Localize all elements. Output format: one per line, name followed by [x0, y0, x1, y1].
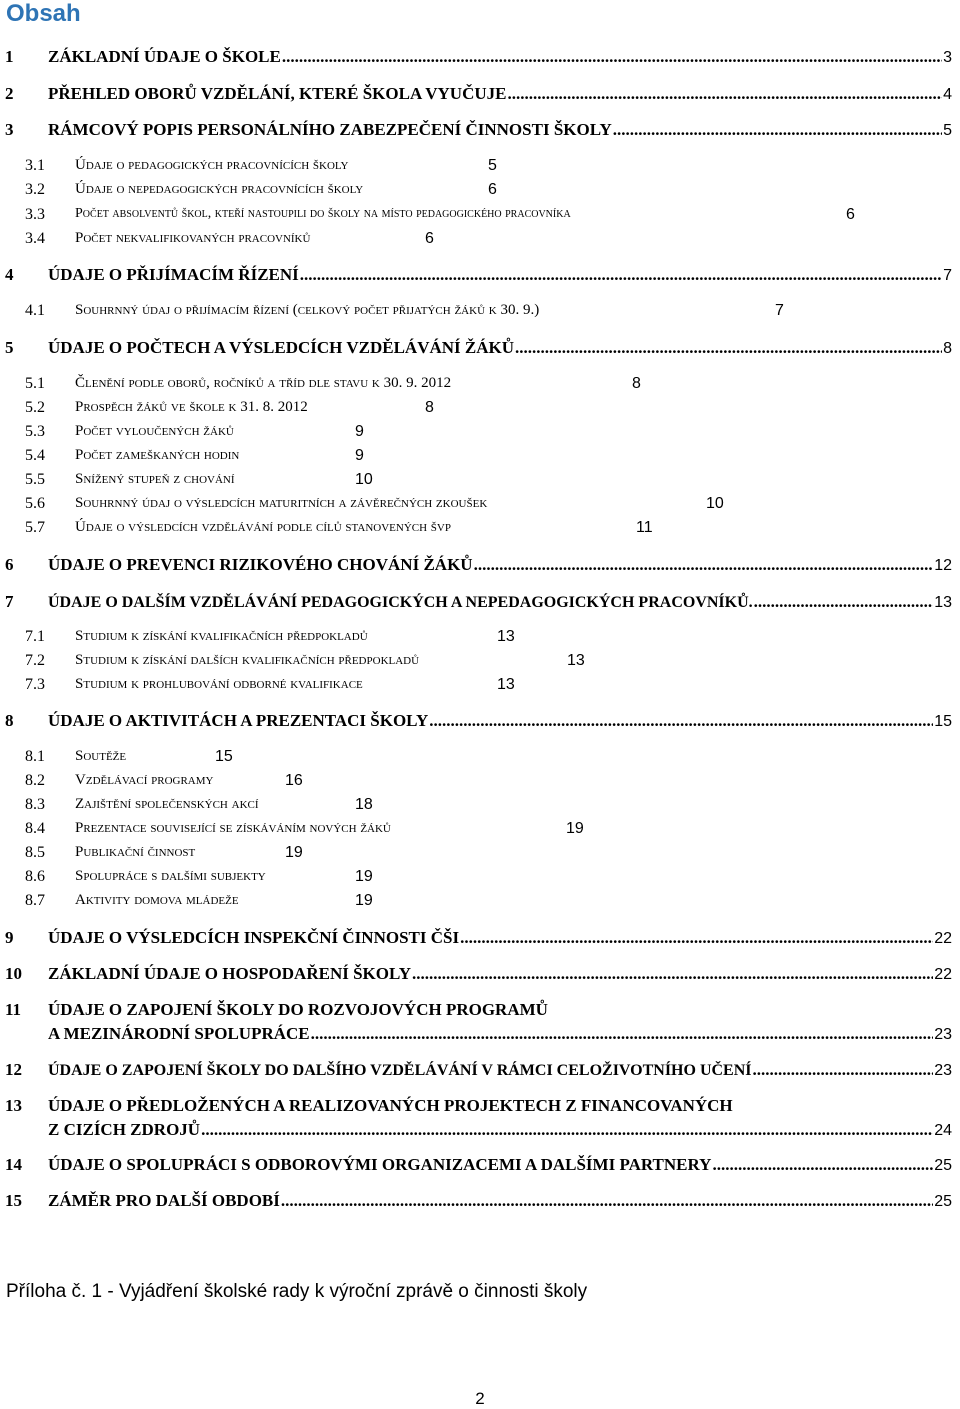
toc-leader [753, 1060, 934, 1080]
toc-number: 3.4 [25, 230, 45, 247]
toc-number: 5.1 [25, 375, 45, 392]
toc-title: členění podle oborů, ročníků a tříd dle stavu k 30. 9. 2012 [75, 375, 452, 391]
toc-title: ZÁMĚR PRO DALŠÍ OBDOBÍ [48, 1191, 280, 1210]
toc-title: ÚDAJE O PŘIJÍMACÍM ŘÍZENÍ [48, 265, 299, 284]
toc-number: 3.1 [25, 157, 45, 174]
toc-page: 6 [846, 206, 855, 223]
toc-number: 9 [5, 928, 14, 947]
toc-leader [474, 555, 934, 575]
toc-page: 4 [943, 86, 952, 103]
toc-title: údaje o nepedagogických pracovnících školy [75, 181, 364, 197]
toc-number: 2 [5, 84, 14, 103]
toc-leader [429, 711, 933, 731]
toc-title: ÚDAJE O AKTIVITÁCH A PREZENTACI ŠKOLY [48, 711, 429, 730]
toc-title: ÚDAJE O POČTECH A VÝSLEDCÍCH VZDĚLÁVÁNÍ ŽÁKŮ [48, 338, 515, 357]
toc-leader [515, 338, 942, 358]
toc-page: 25 [934, 1157, 952, 1174]
toc-number: 4.1 [25, 302, 45, 319]
toc-number: 5.4 [25, 447, 45, 464]
toc-title: ÚDAJE O PŘEDLOŽENÝCH A REALIZOVANÝCH PROJEKTECH Z FINANCOVANÝCH [48, 1096, 733, 1115]
toc-leader [281, 1191, 933, 1211]
toc-number: 3.2 [25, 181, 45, 198]
toc-number: 8.2 [25, 772, 45, 789]
toc-number: 14 [5, 1155, 22, 1174]
toc-entry-15[interactable] [0, 1191, 960, 1215]
toc-leader [282, 47, 942, 67]
toc-page: 22 [934, 930, 952, 947]
toc-entry-8[interactable] [0, 711, 960, 735]
toc-page: 8 [632, 375, 641, 392]
toc-title: zajištění společenských akcí [75, 796, 259, 812]
toc-page: 6 [488, 181, 497, 198]
toc-title-continued: A MEZINÁRODNÍ SPOLUPRÁCE [48, 1024, 310, 1043]
toc-page: 23 [934, 1062, 952, 1079]
toc-leader [507, 84, 942, 104]
toc-page: 19 [355, 868, 373, 885]
toc-number: 7.2 [25, 652, 45, 669]
toc-page: 19 [355, 892, 373, 909]
toc-page: 19 [285, 844, 303, 861]
toc-entry-7[interactable] [0, 592, 960, 616]
toc-page: 8 [425, 399, 434, 416]
toc-title: RÁMCOVÝ POPIS PERSONÁLNÍHO ZABEZPEČENÍ ČINNOSTI ŠKOLY [48, 120, 612, 139]
toc-page: 23 [934, 1026, 952, 1043]
toc-title: prezentace související se získáváním nových žáků [75, 820, 391, 836]
toc-title: počet absolventů škol, kteří nastoupili do školy na místo pedagogického pracovníka [75, 206, 571, 221]
toc-page: 24 [934, 1122, 952, 1139]
toc-title: spolupráce s dalšími subjekty [75, 868, 266, 884]
toc-page: 9 [355, 423, 364, 440]
toc-title: ÚDAJE O PREVENCI RIZIKOVÉHO CHOVÁNÍ ŽÁKŮ [48, 555, 473, 574]
toc-number: 8.6 [25, 868, 45, 885]
toc-title: počet zameškaných hodin [75, 447, 240, 463]
toc-number: 13 [5, 1096, 22, 1115]
toc-entry-9[interactable] [0, 928, 960, 952]
toc-entry-14[interactable] [0, 1155, 960, 1179]
toc-leader [201, 1120, 933, 1140]
toc-leader [460, 928, 933, 948]
toc-page: 8 [943, 340, 952, 357]
toc-title: snížený stupeň z chování [75, 471, 235, 487]
toc-title: ZÁKLADNÍ ÚDAJE O HOSPODAŘENÍ ŠKOLY [48, 964, 412, 983]
toc-entry-4[interactable] [0, 265, 960, 289]
toc-number: 8.3 [25, 796, 45, 813]
toc-title: ZÁKLADNÍ ÚDAJE O ŠKOLE [48, 47, 281, 66]
toc-leader [311, 1024, 934, 1044]
toc-entry-10[interactable] [0, 964, 960, 988]
toc-title: počet vyloučených žáků [75, 423, 234, 439]
toc-page: 15 [934, 713, 952, 730]
toc-leader [613, 120, 942, 140]
toc-entry-6[interactable] [0, 555, 960, 579]
toc-leader [712, 1155, 933, 1175]
toc-leader [300, 265, 942, 285]
toc-number: 3.3 [25, 206, 45, 223]
toc-entry-5[interactable] [0, 338, 960, 362]
toc-number: 7 [5, 592, 14, 611]
toc-number: 12 [5, 1060, 22, 1079]
toc-page: 7 [775, 302, 784, 319]
toc-page: 10 [355, 471, 373, 488]
toc-page: 5 [488, 157, 497, 174]
toc-title: studium k získání dalších kvalifikačních předpokladů [75, 652, 420, 668]
toc-title: ÚDAJE O ZAPOJENÍ ŠKOLY DO ROZVOJOVÝCH PROGRAMŮ [48, 1000, 548, 1019]
toc-number: 8 [5, 711, 14, 730]
toc-title: ÚDAJE O VÝSLEDCÍCH INSPEKČNÍ ČINNOSTI ČŠI [48, 928, 460, 947]
toc-number: 5.6 [25, 495, 45, 512]
toc-title: PŘEHLED OBORŮ VZDĚLÁNÍ, KTERÉ ŠKOLA VYUČUJE [48, 84, 507, 103]
toc-entry-1[interactable] [0, 47, 960, 71]
toc-page: 15 [215, 748, 233, 765]
toc-entry-3[interactable] [0, 120, 960, 144]
toc-title: údaje o pedagogických pracovnících školy [75, 157, 349, 173]
toc-title-continued: Z CIZÍCH ZDROJŮ [48, 1120, 201, 1139]
toc-title: aktivity domova mládeže [75, 892, 239, 908]
toc-number: 5 [5, 338, 14, 357]
toc-page: 16 [285, 772, 303, 789]
toc-title: soutěže [75, 748, 127, 764]
toc-title: studium k získání kvalifikačních předpokladů [75, 628, 368, 644]
toc-number: 7.3 [25, 676, 45, 693]
toc-title: prospěch žáků ve škole k 31. 8. 2012 [75, 399, 308, 415]
toc-number: 5.5 [25, 471, 45, 488]
toc-title: ÚDAJE O DALŠÍM VZDĚLÁVÁNÍ PEDAGOGICKÝCH A NEPEDAGOGICKÝCH PRACOVNÍKŮ. [48, 594, 753, 611]
toc-page: 3 [943, 49, 952, 66]
toc-page: 13 [497, 676, 515, 693]
toc-number: 11 [5, 1000, 22, 1019]
toc-page: 13 [497, 628, 515, 645]
toc-title: počet nekvalifikovaných pracovníků [75, 230, 311, 246]
toc-number: 8.4 [25, 820, 45, 837]
toc-entry-11[interactable] [0, 1000, 960, 1043]
toc-number: 10 [5, 964, 22, 983]
toc-page: 10 [706, 495, 724, 512]
toc-leader [754, 592, 934, 612]
toc-page: 19 [566, 820, 584, 837]
toc-number: 6 [5, 555, 14, 574]
toc-leader [412, 964, 933, 984]
toc-page: 7 [943, 267, 952, 284]
toc-title: ÚDAJE O SPOLUPRÁCI S ODBOROVÝMI ORGANIZACEMI A DALŠÍMI PARTNERY [48, 1155, 712, 1174]
toc-title: ÚDAJE O ZAPOJENÍ ŠKOLY DO DALŠÍHO VZDĚLÁVÁNÍ V RÁMCI CELOŽIVOTNÍHO UČENÍ [48, 1062, 752, 1079]
toc-number: 8.1 [25, 748, 45, 765]
toc-number: 1 [5, 47, 14, 66]
page-number: 2 [475, 1389, 485, 1408]
toc-number: 3 [5, 120, 14, 139]
toc-number: 5.3 [25, 423, 45, 440]
toc-number: 7.1 [25, 628, 45, 645]
toc-title: souhrnný údaj o přijímacím řízení (celkový počet přijatých žáků k 30. 9.) [75, 302, 540, 318]
toc-heading: Obsah [6, 0, 81, 27]
toc-number: 8.5 [25, 844, 45, 861]
appendix-note: Příloha č. 1 - Vyjádření školské rady k výroční zprávě o činnosti školy [6, 1281, 588, 1302]
toc-page: 9 [355, 447, 364, 464]
toc-page: 13 [567, 652, 585, 669]
toc-number: 5.7 [25, 519, 45, 536]
toc-title: souhrnný údaj o výsledcích maturitních a závěrečných zkoušek [75, 495, 488, 511]
toc-page: 18 [355, 796, 373, 813]
toc-entry-2[interactable] [0, 84, 960, 108]
toc-title: publikační činnost [75, 844, 196, 860]
toc-number: 8.7 [25, 892, 45, 909]
toc-page: 11 [636, 519, 653, 536]
toc-page: 6 [425, 230, 434, 247]
toc-page: 22 [934, 966, 952, 983]
toc-number: 5.2 [25, 399, 45, 416]
toc-entry-13[interactable] [0, 1096, 960, 1139]
toc-page: 12 [934, 557, 952, 574]
toc-title: údaje o výsledcích vzdělávání podle cílů stanovených švp [75, 519, 451, 535]
toc-title: vzdělávací programy [75, 772, 214, 788]
toc-page: 13 [934, 594, 952, 611]
toc-page: 5 [943, 122, 952, 139]
toc-number: 4 [5, 265, 14, 284]
toc-entry-12[interactable] [0, 1060, 960, 1084]
toc-number: 15 [5, 1191, 22, 1210]
toc-page: 25 [934, 1193, 952, 1210]
toc-title: studium k prohlubování odborné kvalifikace [75, 676, 363, 692]
